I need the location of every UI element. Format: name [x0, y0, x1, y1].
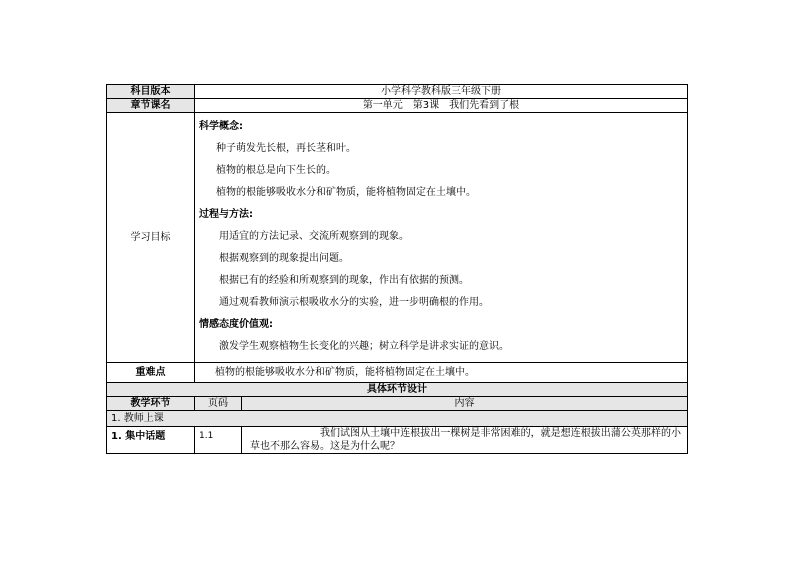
- col-page-header: 页码: [195, 397, 242, 411]
- process-heading: 过程与方法:: [199, 209, 253, 220]
- column-header-row: [107, 397, 688, 411]
- process-item: 通过观看教师演示根吸收水分的实验，进一步明确根的作用。: [219, 297, 489, 308]
- concept-item: 植物的根总是向下生长的。: [216, 165, 336, 176]
- chapter-label: 章节课名: [107, 99, 195, 113]
- lesson-plan-table: [106, 84, 688, 454]
- step-page: 1.1: [195, 427, 242, 454]
- step-content-text: 我们试图从土壤中连根拔出一棵树是非常困难的，就是想连根拔出蒲公英那样的小草也不那么容易。这是为什么呢？: [250, 428, 681, 452]
- step-content: [242, 427, 688, 454]
- process-item: 用适宜的方法记录、交流所观察到的现象。: [219, 231, 409, 242]
- key-row: [107, 363, 688, 383]
- key-value: 植物的根能够吸收水分和矿物质，能将植物固定在土壤中。: [195, 363, 688, 383]
- goals-row: [107, 113, 688, 363]
- goals-content: [195, 113, 688, 363]
- attitude-item: 激发学生观察植物生长变化的兴趣；树立科学是讲求实证的意识。: [219, 341, 509, 352]
- section-row: [107, 411, 688, 427]
- process-item: 根据已有的经验和所观察到的现象，作出有依据的预测。: [219, 275, 469, 286]
- col-content-header: 内容: [242, 397, 688, 411]
- goals-label: 学习目标: [107, 113, 195, 363]
- process-item: 根据观察到的现象提出问题。: [219, 253, 349, 264]
- subject-value: 小学科学教科版三年级下册: [195, 85, 688, 99]
- design-title-row: [107, 383, 688, 397]
- col-step-header: 教学环节: [107, 397, 195, 411]
- section-title: 1. 教师上课: [107, 411, 688, 427]
- attitude-heading: 情感态度价值观:: [199, 319, 273, 330]
- subject-label: 科目版本: [107, 85, 195, 99]
- concept-item: 种子萌发先长根，再长茎和叶。: [216, 143, 356, 154]
- design-title: 具体环节设计: [107, 383, 688, 397]
- subject-row: [107, 85, 688, 99]
- concept-item: 植物的根能够吸收水分和矿物质，能将植物固定在土壤中。: [216, 187, 476, 198]
- key-label: 重难点: [107, 363, 195, 383]
- step-row: [107, 427, 688, 454]
- concept-heading: 科学概念:: [199, 121, 243, 132]
- step-label: 1. 集中话题: [107, 427, 195, 454]
- chapter-row: [107, 99, 688, 113]
- chapter-value: 第一单元 第3课 我们先看到了根: [195, 99, 688, 113]
